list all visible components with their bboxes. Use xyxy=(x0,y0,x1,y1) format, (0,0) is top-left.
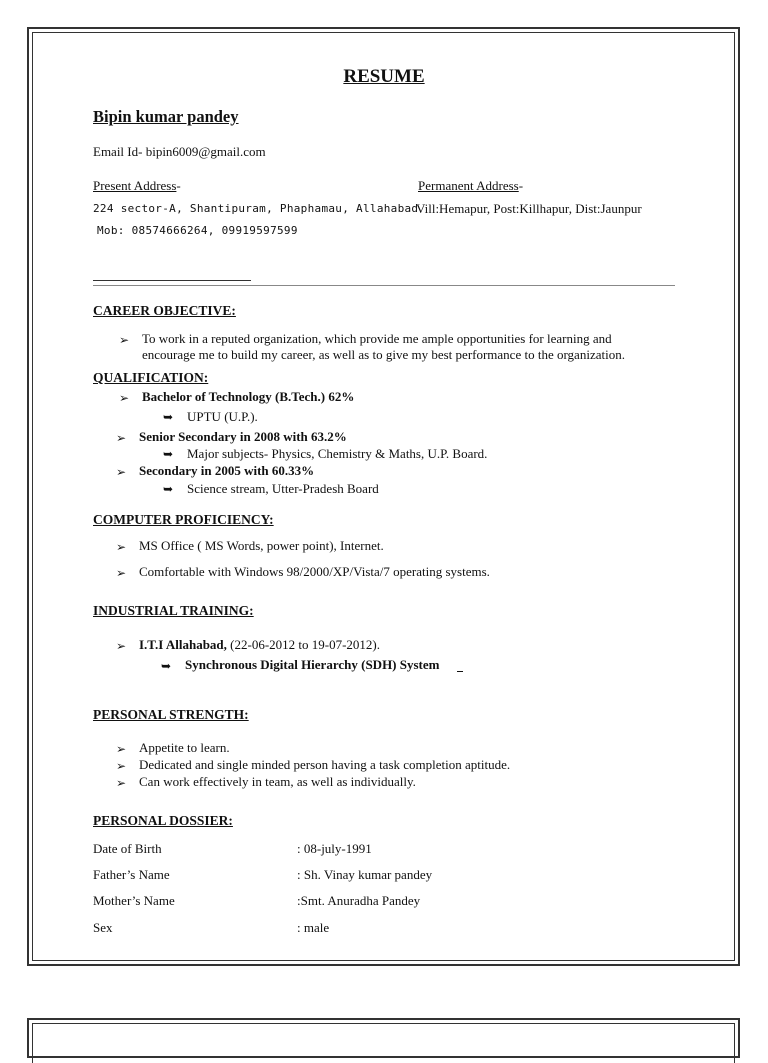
resume-title: RESUME xyxy=(343,66,425,87)
candidate-name: Bipin kumar pandey xyxy=(93,107,239,126)
computer-skill-office: MS Office ( MS Words, power point), Internet. xyxy=(139,538,384,553)
dossier-value-sex: : male xyxy=(297,920,330,935)
permanent-address-heading xyxy=(418,178,523,194)
personal-dossier-heading: PERSONAL DOSSIER: xyxy=(93,813,233,828)
arrow-bullet-icon: ➢ xyxy=(116,776,127,790)
career-objective-line-2: encourage me to build my career, as well as to give my best performance to the organization. xyxy=(142,347,625,362)
arrow-bullet-icon: ➢ xyxy=(116,431,127,445)
permanent-address-dash: - xyxy=(518,178,524,193)
email-line: Email Id- bipin6009@gmail.com xyxy=(93,144,266,159)
sub-arrow-icon: ➥ xyxy=(163,447,174,461)
training-dates: (22-06-2012 to 19-07-2012). xyxy=(226,637,381,652)
training-entry xyxy=(139,637,380,653)
strength-item: Can work effectively in team, as well as individually. xyxy=(139,774,416,789)
arrow-bullet-icon: ➢ xyxy=(116,465,127,479)
permanent-address-label: Permanent Address xyxy=(418,178,519,193)
arrow-bullet-icon: ➢ xyxy=(116,566,127,580)
qualification-senior-secondary-subjects: Major subjects- Physics, Chemistry & Maths, U.P. Board. xyxy=(187,446,488,461)
qualification-secondary-stream: Science stream, Utter-Pradesh Board xyxy=(187,481,379,496)
career-objective-heading: CAREER OBJECTIVE: xyxy=(93,303,236,318)
dossier-label-sex: Sex xyxy=(93,920,113,935)
present-address-label: Present Address xyxy=(93,178,177,193)
strength-item: Appetite to learn. xyxy=(139,740,230,755)
permanent-address: Vill:Hemapur, Post:Killhapur, Dist:Jaunpur xyxy=(416,201,642,216)
divider-long xyxy=(93,285,675,286)
sub-arrow-icon: ➥ xyxy=(163,482,174,496)
present-address-dash: - xyxy=(176,178,181,193)
arrow-bullet-icon: ➢ xyxy=(116,639,127,653)
arrow-bullet-icon: ➢ xyxy=(119,333,130,347)
next-page-border-inner xyxy=(32,1023,735,1063)
qualification-heading: QUALIFICATION: xyxy=(93,370,209,385)
training-topic-underscore xyxy=(457,671,463,672)
personal-strength-heading: PERSONAL STRENGTH: xyxy=(93,707,249,722)
present-address-heading xyxy=(93,178,181,194)
sub-arrow-icon: ➥ xyxy=(161,659,172,673)
dossier-value-father: : Sh. Vinay kumar pandey xyxy=(297,867,433,882)
arrow-bullet-icon: ➢ xyxy=(119,391,130,405)
qualification-btech: Bachelor of Technology (B.Tech.) 62% xyxy=(142,389,355,404)
dossier-label-father: Father’s Name xyxy=(93,867,170,882)
career-objective-line-1: To work in a reputed organization, which provide me ample opportunities for learning and xyxy=(142,331,612,346)
arrow-bullet-icon: ➢ xyxy=(116,759,127,773)
training-topic: Synchronous Digital Hierarchy (SDH) System xyxy=(185,657,440,672)
training-organisation: I.T.I Allahabad, xyxy=(139,637,227,652)
dossier-value-mother: :Smt. Anuradha Pandey xyxy=(297,893,421,908)
arrow-bullet-icon: ➢ xyxy=(116,742,127,756)
strength-item: Dedicated and single minded person having a task completion aptitude. xyxy=(139,757,511,772)
mobile-number: Mob: 08574666264, 09919597599 xyxy=(97,224,298,237)
qualification-btech-board: UPTU (U.P.). xyxy=(187,409,258,424)
sub-arrow-icon: ➥ xyxy=(163,410,174,424)
dossier-label-mother: Mother’s Name xyxy=(93,893,175,908)
qualification-secondary: Secondary in 2005 with 60.33% xyxy=(139,463,315,478)
present-address: 224 sector-A, Shantipuram, Phaphamau, Allahabad xyxy=(93,202,419,215)
industrial-training-heading: INDUSTRIAL TRAINING: xyxy=(93,603,254,618)
arrow-bullet-icon: ➢ xyxy=(116,540,127,554)
dossier-value-dob: : 08-july-1991 xyxy=(297,841,372,856)
dossier-label-dob: Date of Birth xyxy=(93,841,162,856)
divider-short xyxy=(93,280,251,281)
computer-proficiency-heading: COMPUTER PROFICIENCY: xyxy=(93,512,274,527)
qualification-senior-secondary: Senior Secondary in 2008 with 63.2% xyxy=(139,429,347,444)
computer-skill-os: Comfortable with Windows 98/2000/XP/Vista/7 operating systems. xyxy=(139,564,490,579)
